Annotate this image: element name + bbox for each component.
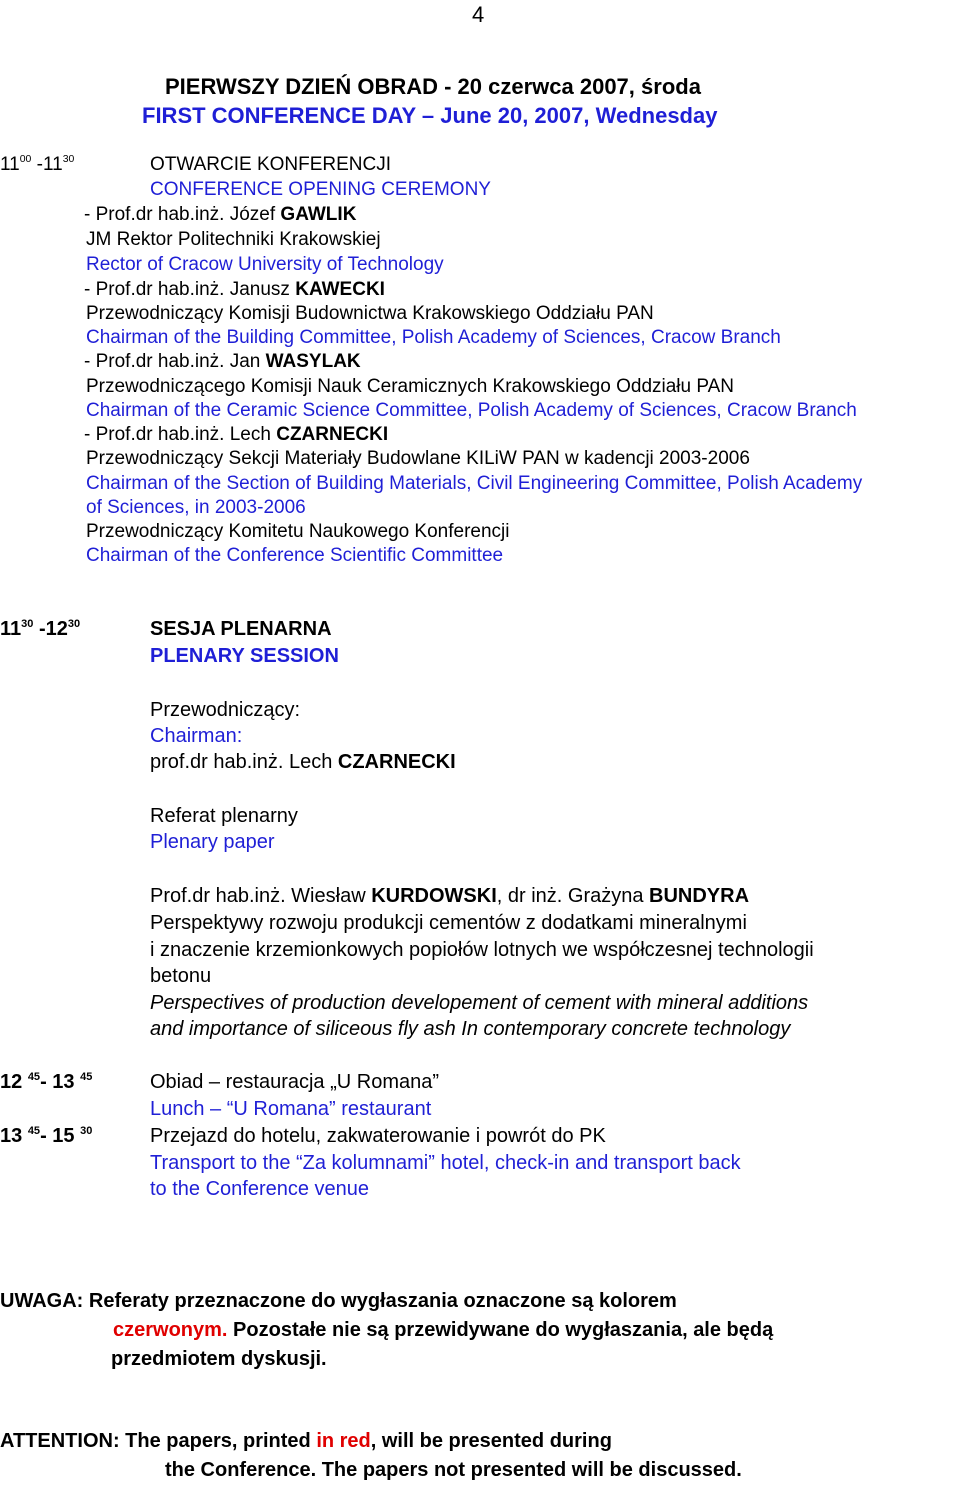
notice-en-line1: ATTENTION: The papers, printed in red, will be presented during [0, 1430, 612, 1452]
speaker-czarnecki-role1-pl: Przewodniczący Sekcji Materiały Budowlane KILiW PAN w kadencji 2003-2006 [86, 448, 750, 469]
transport-en-2: to the Conference venue [150, 1178, 370, 1200]
page-number: 4 [472, 2, 485, 27]
speaker-czarnecki-role2-en: Chairman of the Conference Scientific Committee [86, 545, 504, 566]
day-heading-en: FIRST CONFERENCE DAY – June 20, 2007, Wednesday [142, 103, 718, 128]
plenary-paper-title-pl-1: Perspektywy rozwoju produkcji cementów z dodatkami mineralnymi [150, 912, 747, 934]
speaker-czarnecki-role1-en-a: Chairman of the Section of Building Materials, Civil Engineering Committee, Polish Academy [86, 473, 863, 494]
day-heading-pl: PIERWSZY DZIEŃ OBRAD - 20 czerwca 2007, środa [165, 74, 701, 99]
speaker-czarnecki-role2-pl: Przewodniczący Komitetu Naukowego Konferencji [86, 521, 510, 542]
plenary-paper-title-pl-2: i znaczenie krzemionkowych popiołów lotnych we współczesnej technologii [150, 939, 814, 961]
lunch-time: 12 $^{45}$- 13 $^{45}$ [0, 1070, 93, 1093]
speaker-kawecki-role-en: Chairman of the Building Committee, Polish Academy of Sciences, Cracow Branch [86, 327, 781, 348]
plenary-title-en: PLENARY SESSION [150, 645, 339, 667]
notice-pl-line1: UWAGA: Referaty przeznaczone do wygłaszania oznaczone są kolorem [0, 1290, 677, 1312]
speaker-czarnecki: - Prof.dr hab.inż. Lech CZARNECKI [84, 424, 389, 445]
speaker-wasylak-role-en: Chairman of the Ceramic Science Committee, Polish Academy of Sciences, Cracow Branch [86, 400, 857, 421]
plenary-paper-label-en: Plenary paper [150, 831, 275, 853]
speaker-gawlik-role-pl: JM Rektor Politechniki Krakowskiej [86, 229, 381, 250]
speaker-gawlik: - Prof.dr hab.inż. Józef GAWLIK [84, 204, 357, 225]
plenary-paper-title-pl-3: betonu [150, 965, 212, 987]
transport-en-1: Transport to the “Za kolumnami” hotel, check-in and transport back [150, 1152, 741, 1174]
transport-time: 13 $^{45}$- 15 $^{30}$ [0, 1124, 93, 1147]
lunch-en: Lunch – “U Romana” restaurant [150, 1098, 432, 1120]
notice-pl-line2: czerwonym. Pozostałe nie są przewidywane do wygłaszania, ale będą [113, 1319, 774, 1341]
speaker-czarnecki-role1-en-b: of Sciences, in 2003-2006 [86, 497, 306, 518]
notice-pl-line3: przedmiotem dyskusji. [111, 1348, 327, 1370]
speaker-kawecki-role-pl: Przewodniczący Komisji Budownictwa Krakowskiego Oddziału PAN [86, 303, 654, 324]
speaker-kawecki: - Prof.dr hab.inż. Janusz KAWECKI [84, 279, 385, 300]
opening-time: $11^{00}$ $-11^{30}$ [0, 154, 75, 175]
plenary-chair-label-en: Chairman: [150, 725, 243, 747]
plenary-paper-title-en-1: Perspectives of production developement of cement with mineral additions [150, 992, 809, 1014]
plenary-title-pl: SESJA PLENARNA [150, 618, 332, 640]
opening-title-pl: OTWARCIE KONFERENCJI [150, 154, 392, 175]
lunch-pl: Obiad – restauracja „U Romana” [150, 1071, 440, 1093]
plenary-chair-name: prof.dr hab.inż. Lech CZARNECKI [150, 751, 456, 773]
notice-en-line2: the Conference. The papers not presented will be discussed. [165, 1459, 742, 1481]
speaker-wasylak: - Prof.dr hab.inż. Jan WASYLAK [84, 351, 361, 372]
plenary-paper-authors: Prof.dr hab.inż. Wiesław KURDOWSKI, dr inż. Grażyna BUNDYRA [150, 885, 750, 907]
plenary-paper-label-pl: Referat plenarny [150, 805, 298, 827]
plenary-time: $11^{30}$ $-12^{30}$ [0, 617, 81, 640]
speaker-wasylak-role-pl: Przewodniczącego Komisji Nauk Ceramicznych Krakowskiego Oddziału PAN [86, 376, 735, 397]
plenary-paper-title-en-2: and importance of siliceous fly ash In contemporary concrete technology [150, 1018, 791, 1040]
opening-title-en: CONFERENCE OPENING CEREMONY [150, 179, 491, 200]
plenary-chair-label-pl: Przewodniczący: [150, 699, 301, 721]
transport-pl: Przejazd do hotelu, zakwaterowanie i powrót do PK [150, 1125, 606, 1147]
speaker-gawlik-role-en: Rector of Cracow University of Technology [86, 254, 444, 275]
